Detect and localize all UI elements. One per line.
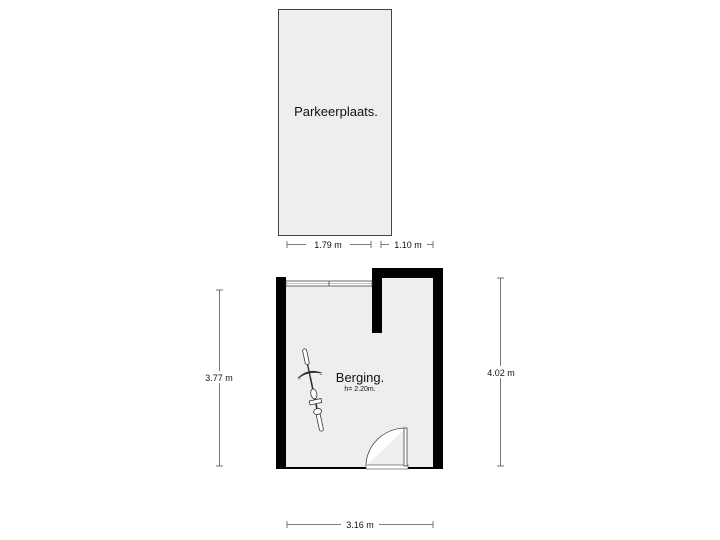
parking-label: Parkeerplaats.: [294, 104, 378, 119]
wall-left: [276, 277, 286, 469]
storage-height-left-label: 3.77 m: [205, 373, 233, 383]
storage-label: Berging.: [335, 370, 385, 385]
parking-width-a-label: 1.79 m: [314, 240, 342, 250]
storage-width-label: 3.16 m: [346, 520, 374, 530]
storage-width-dimension: [287, 518, 433, 530]
storage-height-right-label: 4.02 m: [487, 368, 515, 378]
storage-room: [276, 268, 443, 469]
window: [286, 281, 372, 286]
wall-top-right: [372, 268, 443, 278]
parking-width-b-label: 1.10 m: [394, 240, 422, 250]
wall-right: [433, 268, 443, 469]
wall-bottom-left: [276, 467, 366, 469]
storage-height-note: h= 2.20m.: [344, 386, 376, 393]
parking-area: [279, 10, 392, 236]
parking-outline: [279, 10, 392, 236]
parking-width-dimension-a: [287, 238, 371, 250]
wall-inner-stub: [372, 268, 382, 333]
storage-height-left-dimension: [202, 290, 238, 466]
storage-height-right-dimension: [483, 278, 519, 466]
parking-width-dimension-b: [381, 238, 433, 250]
